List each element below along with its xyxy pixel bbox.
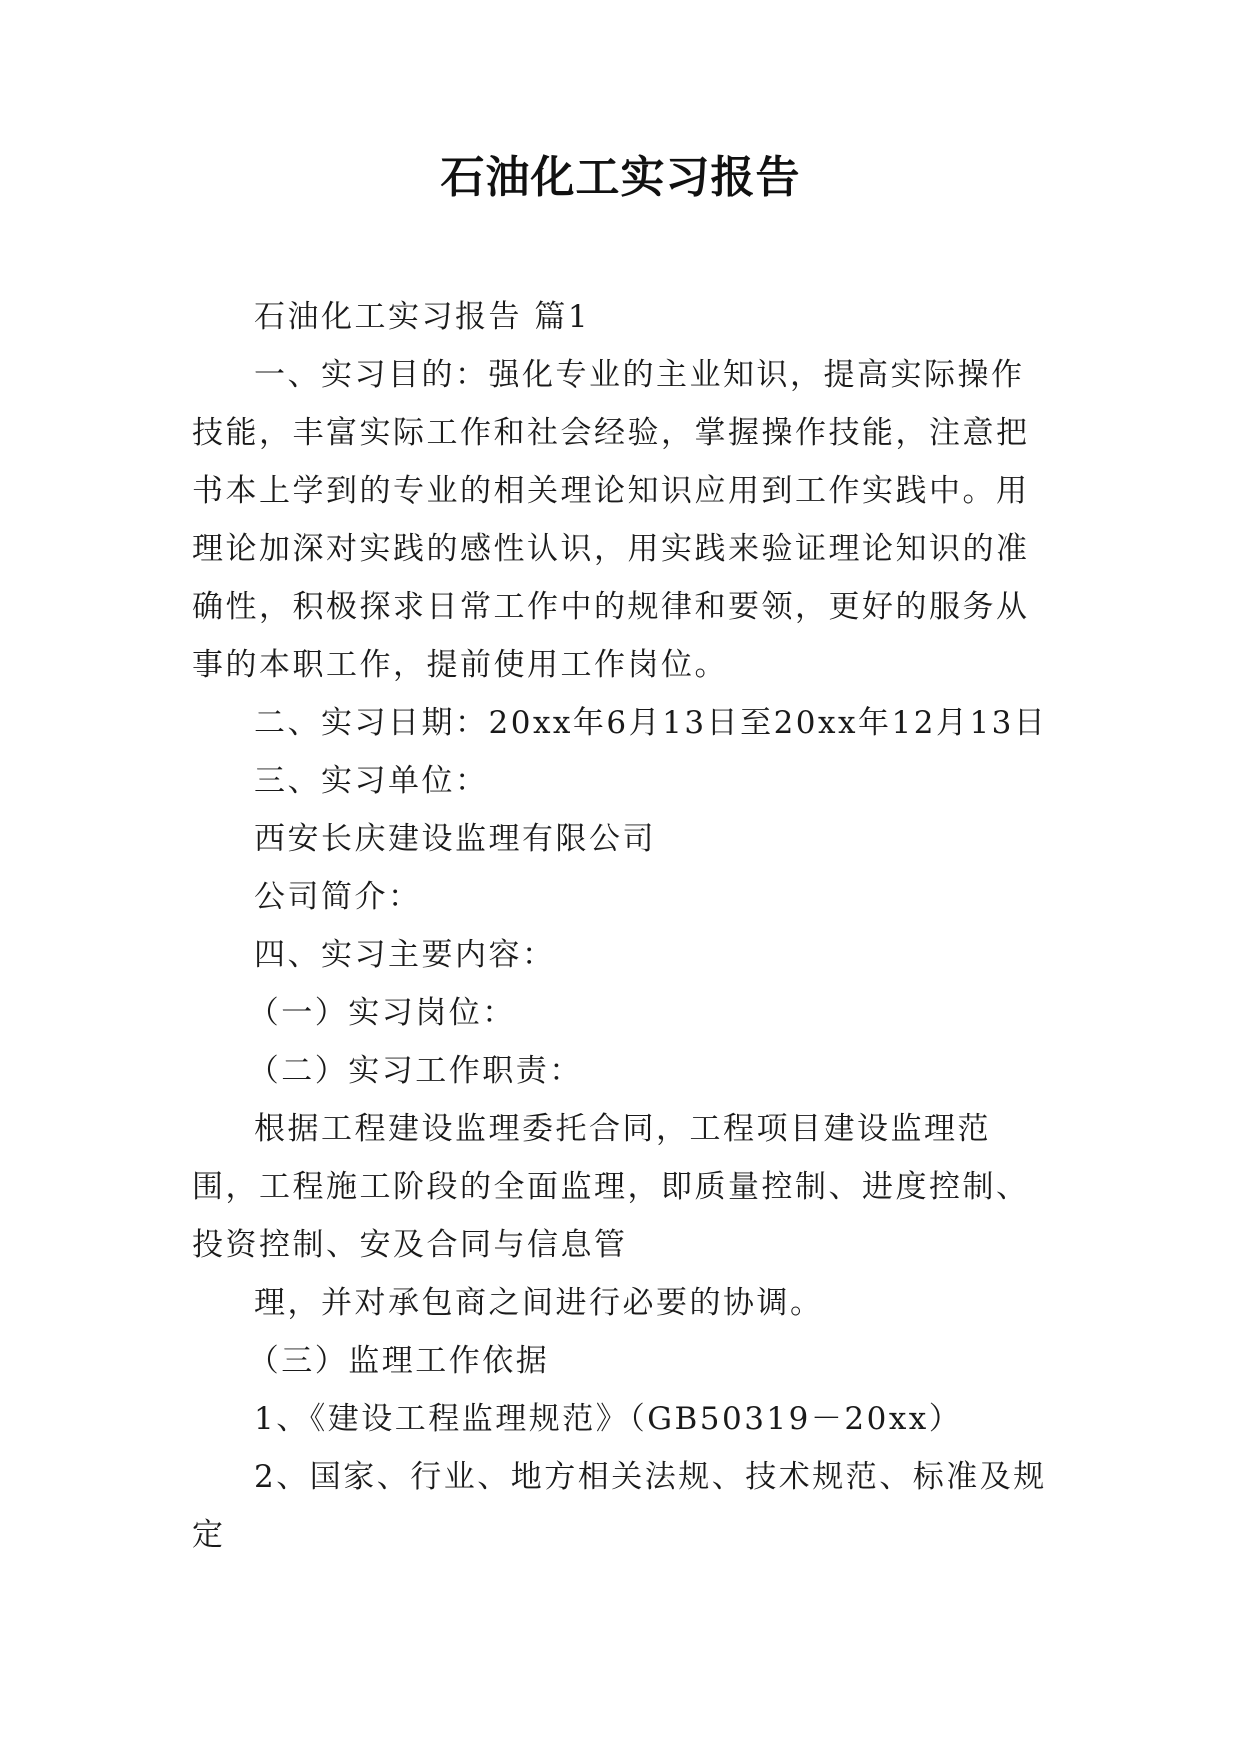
section-heading: 石油化工实习报告 篇1: [254, 299, 591, 335]
paragraph-duties: （二）实习工作职责：: [247, 1053, 583, 1089]
paragraph-company-intro: 公司简介：: [254, 879, 422, 915]
paragraph-basis-item-1: 1、《建设工程监理规范》（GB50319－20xx）: [254, 1401, 963, 1437]
paragraph-unit-name: 西安长庆建设监理有限公司: [254, 821, 656, 857]
paragraph-main-content: 四、实习主要内容：: [254, 937, 556, 973]
paragraph-duties-continued: 理，并对承包商之间进行必要的协调。: [254, 1285, 824, 1321]
paragraph-dates: 二、实习日期：20xx年6月13日至20xx年12月13日: [254, 705, 1048, 741]
document-title: 石油化工实习报告: [440, 152, 801, 203]
paragraph-duties-detail: 根据工程建设监理委托合同，工程项目建设监理范围，工程施工阶段的全面监理，即质量控制、进度控制、投资控制、安及合同与信息管: [192, 1111, 1030, 1263]
paragraph-position: （一）实习岗位：: [247, 995, 516, 1031]
paragraph-basis-item-2: 2、国家、行业、地方相关法规、技术规范、标准及规定: [192, 1459, 1047, 1553]
paragraph-unit-label: 三、实习单位：: [254, 763, 489, 799]
paragraph-basis: （三）监理工作依据: [247, 1343, 550, 1379]
paragraph-purpose: 一、实习目的：强化专业的主业知识，提高实际操作技能，丰富实际工作和社会经验，掌握操作技能，注意把书本上学到的专业的相关理论知识应用到工作实践中。用理论加深对实践的感性认识，用实践来验证理论知识的准确性，积极探求日常工作中的规律和要领，更好的服务从事的本职工作，提前使用工作岗位。: [192, 357, 1030, 683]
document-body: [192, 288, 1052, 1564]
